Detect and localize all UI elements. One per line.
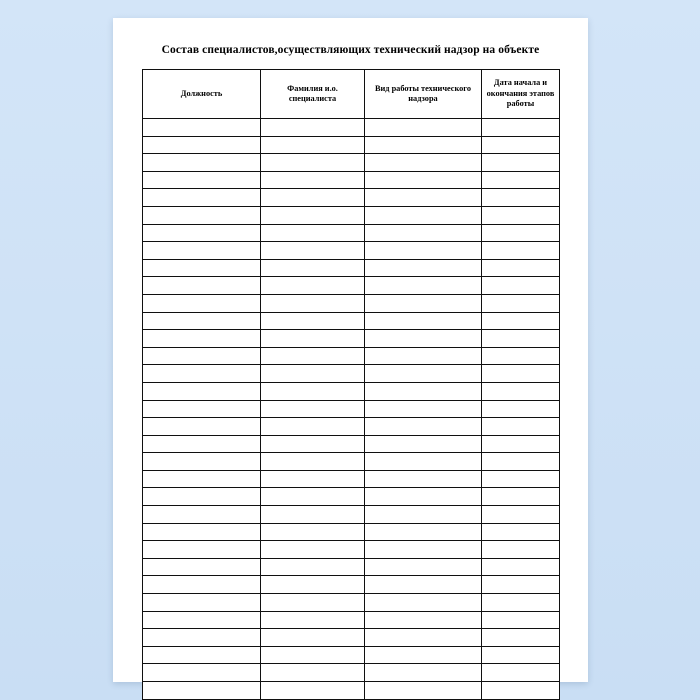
cell-specialist-name[interactable] (261, 312, 365, 330)
cell-specialist-name[interactable] (261, 541, 365, 559)
cell-position[interactable] (143, 523, 261, 541)
cell-work-type[interactable] (365, 418, 482, 436)
cell-dates[interactable] (482, 136, 560, 154)
table-row (143, 277, 560, 295)
specialists-table (142, 69, 560, 700)
cell-work-type[interactable] (365, 682, 482, 700)
cell-dates[interactable] (482, 418, 560, 436)
cell-dates[interactable] (482, 541, 560, 559)
cell-specialist-name[interactable] (261, 523, 365, 541)
cell-position[interactable] (143, 347, 261, 365)
cell-dates[interactable] (482, 347, 560, 365)
table-row (143, 330, 560, 348)
cell-work-type[interactable] (365, 523, 482, 541)
cell-work-type[interactable] (365, 558, 482, 576)
cell-dates[interactable] (482, 119, 560, 137)
cell-position[interactable] (143, 453, 261, 471)
cell-position[interactable] (143, 136, 261, 154)
table-row (143, 312, 560, 330)
cell-dates[interactable] (482, 435, 560, 453)
cell-specialist-name[interactable] (261, 682, 365, 700)
cell-specialist-name[interactable] (261, 242, 365, 260)
table-row (143, 171, 560, 189)
cell-position[interactable] (143, 594, 261, 612)
table-row (143, 242, 560, 260)
cell-specialist-name[interactable] (261, 611, 365, 629)
cell-dates[interactable] (482, 629, 560, 647)
cell-work-type[interactable] (365, 470, 482, 488)
cell-work-type[interactable] (365, 259, 482, 277)
cell-dates[interactable] (482, 523, 560, 541)
cell-work-type[interactable] (365, 506, 482, 524)
cell-position[interactable] (143, 400, 261, 418)
cell-position[interactable] (143, 629, 261, 647)
cell-specialist-name[interactable] (261, 382, 365, 400)
cell-position[interactable] (143, 312, 261, 330)
table-row (143, 664, 560, 682)
cell-dates[interactable] (482, 312, 560, 330)
table-row (143, 136, 560, 154)
table-row (143, 206, 560, 224)
cell-dates[interactable] (482, 453, 560, 471)
cell-position[interactable] (143, 365, 261, 383)
table-row (143, 594, 560, 612)
cell-position[interactable] (143, 277, 261, 295)
cell-position[interactable] (143, 664, 261, 682)
table-row (143, 382, 560, 400)
cell-position[interactable] (143, 435, 261, 453)
cell-position[interactable] (143, 171, 261, 189)
table-row (143, 400, 560, 418)
cell-work-type[interactable] (365, 277, 482, 295)
table-row (143, 294, 560, 312)
column-header-work-type: Вид работы технического надзора (365, 70, 482, 119)
cell-position[interactable] (143, 242, 261, 260)
cell-dates[interactable] (482, 488, 560, 506)
cell-position[interactable] (143, 294, 261, 312)
table-row (143, 506, 560, 524)
cell-work-type[interactable] (365, 400, 482, 418)
cell-work-type[interactable] (365, 136, 482, 154)
cell-specialist-name[interactable] (261, 435, 365, 453)
cell-dates[interactable] (482, 506, 560, 524)
cell-position[interactable] (143, 488, 261, 506)
cell-dates[interactable] (482, 664, 560, 682)
cell-work-type[interactable] (365, 242, 482, 260)
cell-specialist-name[interactable] (261, 453, 365, 471)
table-row (143, 470, 560, 488)
table-row (143, 453, 560, 471)
cell-dates[interactable] (482, 224, 560, 242)
table-row (143, 347, 560, 365)
table-row (143, 576, 560, 594)
cell-position[interactable] (143, 611, 261, 629)
cell-specialist-name[interactable] (261, 470, 365, 488)
cell-dates[interactable] (482, 330, 560, 348)
table-body (143, 119, 560, 700)
cell-position[interactable] (143, 470, 261, 488)
cell-position[interactable] (143, 418, 261, 436)
cell-position[interactable] (143, 330, 261, 348)
cell-position[interactable] (143, 189, 261, 207)
table-row (143, 611, 560, 629)
cell-dates[interactable] (482, 400, 560, 418)
cell-dates[interactable] (482, 189, 560, 207)
cell-specialist-name[interactable] (261, 224, 365, 242)
cell-work-type[interactable] (365, 646, 482, 664)
cell-position[interactable] (143, 506, 261, 524)
cell-work-type[interactable] (365, 154, 482, 172)
cell-position[interactable] (143, 541, 261, 559)
cell-work-type[interactable] (365, 629, 482, 647)
cell-specialist-name[interactable] (261, 506, 365, 524)
table-row (143, 259, 560, 277)
table-row (143, 488, 560, 506)
cell-dates[interactable] (482, 558, 560, 576)
cell-specialist-name[interactable] (261, 629, 365, 647)
cell-dates[interactable] (482, 277, 560, 295)
cell-work-type[interactable] (365, 206, 482, 224)
table-row (143, 646, 560, 664)
cell-work-type[interactable] (365, 294, 482, 312)
table-row (143, 541, 560, 559)
cell-specialist-name[interactable] (261, 558, 365, 576)
cell-work-type[interactable] (365, 435, 482, 453)
cell-work-type[interactable] (365, 453, 482, 471)
cell-dates[interactable] (482, 382, 560, 400)
cell-position[interactable] (143, 682, 261, 700)
table-header-row (143, 70, 560, 119)
cell-specialist-name[interactable] (261, 576, 365, 594)
cell-work-type[interactable] (365, 488, 482, 506)
page-title: Состав специалистов,осуществляющих технический надзор на объекте (161, 44, 540, 56)
cell-dates[interactable] (482, 259, 560, 277)
table-row (143, 154, 560, 172)
cell-dates[interactable] (482, 611, 560, 629)
cell-specialist-name[interactable] (261, 154, 365, 172)
column-header-specialist-name: Фамилия и.о. специалиста (261, 70, 365, 119)
cell-specialist-name[interactable] (261, 136, 365, 154)
cell-position[interactable] (143, 119, 261, 137)
table-row (143, 558, 560, 576)
cell-work-type[interactable] (365, 330, 482, 348)
cell-work-type[interactable] (365, 611, 482, 629)
cell-work-type[interactable] (365, 541, 482, 559)
cell-specialist-name[interactable] (261, 488, 365, 506)
table-row (143, 365, 560, 383)
table-row (143, 523, 560, 541)
cell-work-type[interactable] (365, 312, 482, 330)
cell-specialist-name[interactable] (261, 259, 365, 277)
cell-dates[interactable] (482, 646, 560, 664)
table-row (143, 224, 560, 242)
cell-specialist-name[interactable] (261, 330, 365, 348)
cell-specialist-name[interactable] (261, 594, 365, 612)
cell-position[interactable] (143, 206, 261, 224)
cell-position[interactable] (143, 646, 261, 664)
cell-dates[interactable] (482, 576, 560, 594)
cell-specialist-name[interactable] (261, 400, 365, 418)
cell-position[interactable] (143, 259, 261, 277)
cell-dates[interactable] (482, 294, 560, 312)
column-header-dates: Дата начала и окончания этапов работы (482, 70, 560, 119)
cell-dates[interactable] (482, 594, 560, 612)
cell-work-type[interactable] (365, 171, 482, 189)
cell-specialist-name[interactable] (261, 277, 365, 295)
cell-dates[interactable] (482, 154, 560, 172)
cell-work-type[interactable] (365, 594, 482, 612)
table-row (143, 119, 560, 137)
document-page (113, 18, 588, 682)
table-row (143, 629, 560, 647)
cell-work-type[interactable] (365, 365, 482, 383)
cell-specialist-name[interactable] (261, 365, 365, 383)
cell-dates[interactable] (482, 682, 560, 700)
table-row (143, 418, 560, 436)
cell-work-type[interactable] (365, 664, 482, 682)
cell-specialist-name[interactable] (261, 119, 365, 137)
cell-specialist-name[interactable] (261, 206, 365, 224)
cell-dates[interactable] (482, 365, 560, 383)
cell-position[interactable] (143, 154, 261, 172)
cell-position[interactable] (143, 576, 261, 594)
cell-position[interactable] (143, 382, 261, 400)
cell-specialist-name[interactable] (261, 664, 365, 682)
cell-dates[interactable] (482, 242, 560, 260)
table-row (143, 435, 560, 453)
cell-specialist-name[interactable] (261, 171, 365, 189)
cell-work-type[interactable] (365, 382, 482, 400)
table-row (143, 682, 560, 700)
cell-specialist-name[interactable] (261, 189, 365, 207)
cell-dates[interactable] (482, 171, 560, 189)
cell-specialist-name[interactable] (261, 418, 365, 436)
cell-specialist-name[interactable] (261, 294, 365, 312)
cell-work-type[interactable] (365, 347, 482, 365)
cell-work-type[interactable] (365, 119, 482, 137)
cell-specialist-name[interactable] (261, 347, 365, 365)
cell-dates[interactable] (482, 206, 560, 224)
cell-position[interactable] (143, 224, 261, 242)
cell-dates[interactable] (482, 470, 560, 488)
cell-position[interactable] (143, 558, 261, 576)
column-header-position: Должность (143, 70, 261, 119)
cell-work-type[interactable] (365, 576, 482, 594)
table-row (143, 189, 560, 207)
cell-work-type[interactable] (365, 224, 482, 242)
cell-work-type[interactable] (365, 189, 482, 207)
cell-specialist-name[interactable] (261, 646, 365, 664)
